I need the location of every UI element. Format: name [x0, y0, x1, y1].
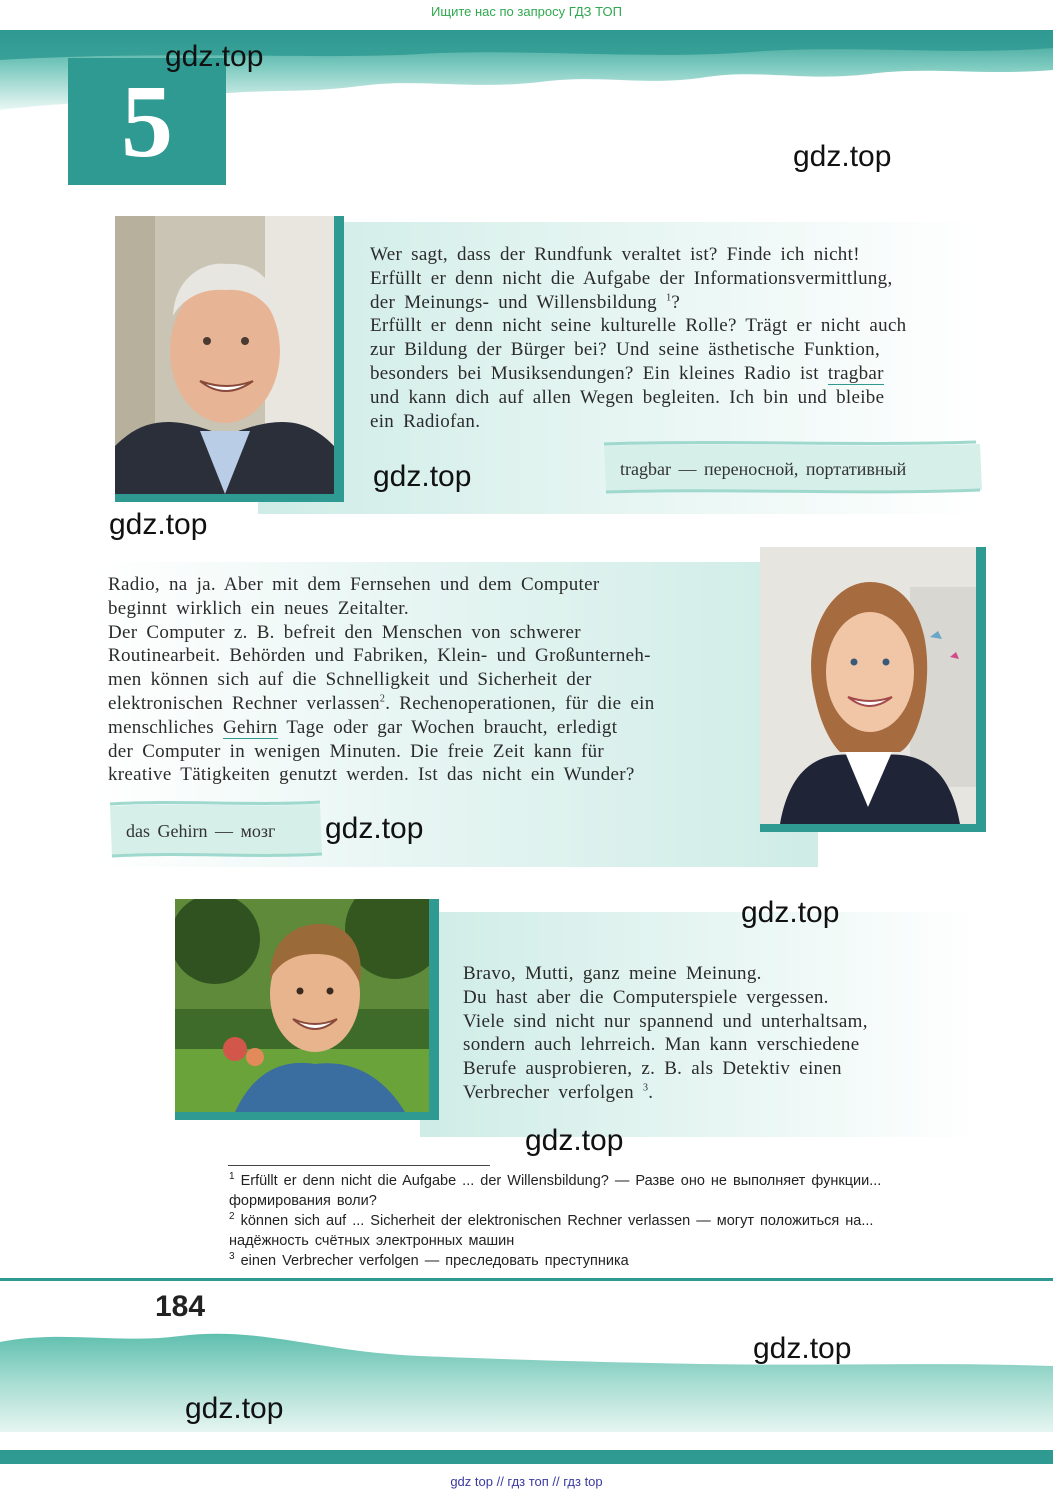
text-line: sondern auch lehrreich. Man kann verschiedene	[463, 1034, 860, 1056]
woman-photo	[760, 547, 986, 832]
bottom-rule	[0, 1278, 1053, 1281]
text-line	[108, 692, 655, 716]
text-line: Berufe ausprobieren, z. B. als Detektiv einen	[463, 1058, 842, 1080]
text-line: Bravo, Mutti, ganz meine Meinung.	[463, 963, 762, 984]
footnote-ref: 1	[666, 292, 672, 304]
vocab-word: Gehirn	[223, 716, 278, 738]
text-segment: besonders bei Musiksendungen? Ein kleines Radio ist	[370, 362, 819, 384]
text-segment: .	[648, 1081, 654, 1103]
text-line: Viele sind nicht nur spannend und unterhaltsam,	[463, 1010, 868, 1032]
text-line: Wer sagt, dass der Rundfunk veraltet ist? Finde ich nicht!	[370, 244, 860, 265]
text-line: Routinearbeit. Behörden und Fabriken, Klein- und Großunterneh-	[108, 645, 651, 667]
text-segment: Tage oder gar Wochen braucht, erledigt	[286, 716, 618, 738]
footnote-divider	[228, 1165, 490, 1166]
watermark: gdz.top	[165, 40, 264, 73]
footer-wave	[0, 1322, 1053, 1472]
footnote-number: 1	[229, 1171, 235, 1183]
text-line: zur Bildung der Bürger bei? Und seine ästhetische Funktion,	[370, 339, 881, 361]
footnote-3	[229, 1251, 989, 1271]
text-line: Radio, na ja. Aber mit dem Fernsehen und dem Computer	[108, 574, 600, 595]
footnote-number: 3	[229, 1251, 235, 1263]
text-segment: . Rechenoperationen, für die ein	[385, 692, 655, 714]
footnote-2-cont: надёжность счётных электронных машин	[229, 1233, 515, 1249]
text-line: men können sich auf die Schnelligkeit und Sicherheit der	[108, 669, 592, 691]
text-line	[463, 1081, 868, 1105]
top-banner: Ищите нас по запросу ГДЗ ТОП	[431, 4, 622, 19]
footer-links[interactable]: gdz top // гдз топ // гдз top	[450, 1474, 603, 1489]
watermark: gdz.top	[741, 896, 840, 929]
footnotes	[229, 1171, 989, 1271]
watermark: gdz.top	[793, 140, 892, 173]
text-segment: ?	[671, 291, 681, 313]
vocab-word: tragbar	[827, 362, 884, 384]
watermark: gdz.top	[325, 812, 424, 845]
chapter-number: 5	[68, 58, 226, 185]
text-line: ein Radiofan.	[370, 410, 481, 432]
text-line: beginnt wirklich ein neues Zeitalter.	[108, 597, 409, 619]
watermark: gdz.top	[753, 1332, 852, 1365]
footnote-text: können sich auf ... Sicherheit der elektronischen Rechner verlassen — могут положиться на...	[240, 1213, 874, 1229]
footnote-number: 2	[229, 1211, 235, 1223]
text-line	[370, 362, 906, 386]
text-segment: Verbrecher verfolgen	[463, 1081, 634, 1103]
text-line: Erfüllt er denn nicht die Aufgabe der Informationsvermittlung,	[370, 267, 893, 289]
text-line	[370, 291, 906, 315]
text-line: Der Computer z. B. befreit den Menschen von schwerer	[108, 621, 581, 643]
teenager-photo	[175, 899, 439, 1120]
watermark: gdz.top	[185, 1392, 284, 1425]
block2-paragraph	[108, 573, 655, 787]
footnote-1-cont: формирования воли?	[229, 1193, 377, 1209]
watermark: gdz.top	[109, 508, 208, 541]
text-line: und kann dich auf allen Wegen begleiten. Ich bin und bleibe	[370, 386, 885, 408]
footnote-ref: 2	[379, 693, 386, 705]
text-line	[108, 716, 655, 740]
text-line: kreative Tätigkeiten genutzt werden. Ist das nicht ein Wunder?	[108, 764, 635, 786]
text-line: Erfüllt er denn nicht seine kulturelle Rolle? Trägt er nicht auch	[370, 315, 907, 337]
footnote-1	[229, 1171, 989, 1191]
gloss-gehirn: das Gehirn — мозг	[126, 821, 276, 841]
footnote-text: einen Verbrecher verfolgen — преследовать преступника	[240, 1253, 629, 1269]
page-number: 184	[155, 1290, 206, 1323]
watermark: gdz.top	[525, 1124, 624, 1157]
footnote-2	[229, 1211, 989, 1231]
text-segment: menschliches	[108, 716, 214, 738]
gloss-tragbar: tragbar — переносной, портативный	[620, 459, 907, 479]
watermark: gdz.top	[373, 460, 472, 493]
text-segment: der Meinungs- und Willensbildung	[370, 291, 657, 313]
elderly-man-photo	[115, 216, 344, 502]
footnote-ref: 3	[642, 1082, 649, 1094]
footnote-text: Erfüllt er denn nicht die Aufgabe ... der Willensbildung? — Разве оно не выполняет функции...	[240, 1173, 882, 1189]
block3-paragraph	[463, 962, 868, 1105]
text-line: Du hast aber die Computerspiele vergessen.	[463, 986, 829, 1008]
text-line: der Computer in wenigen Minuten. Die freie Zeit kann für	[108, 740, 604, 762]
block1-paragraph	[370, 243, 906, 433]
text-segment: elektronischen Rechner verlassen	[108, 692, 380, 714]
